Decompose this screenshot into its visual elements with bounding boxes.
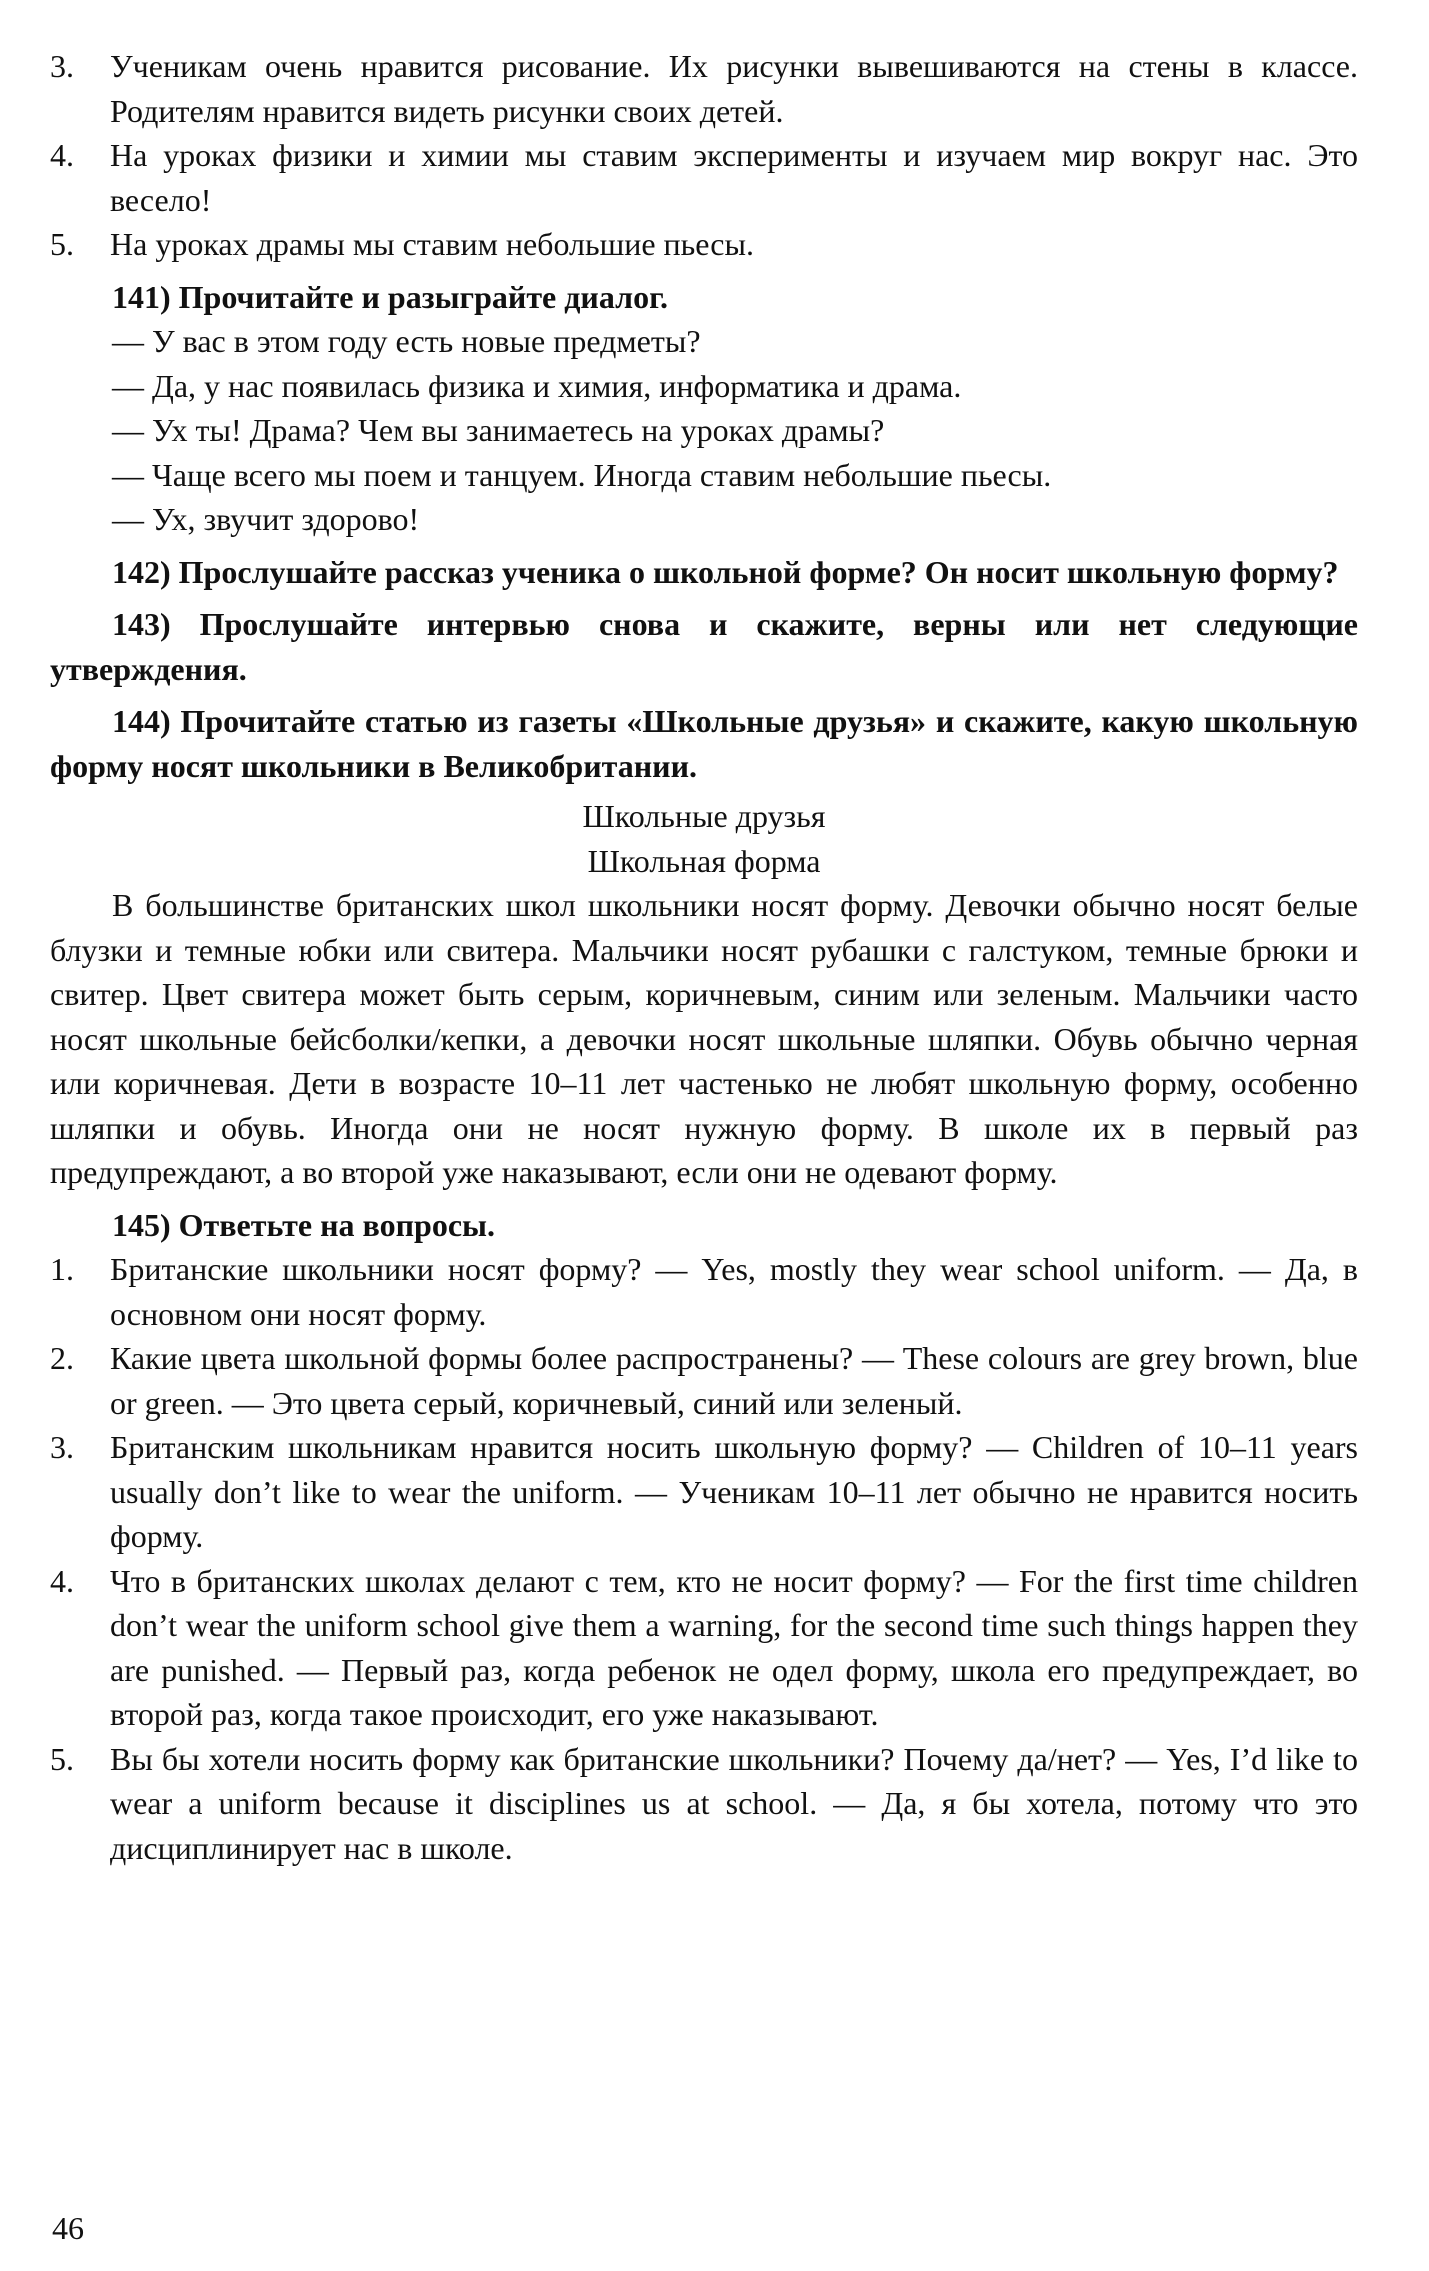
- dialog: [50, 319, 1358, 542]
- article-subtitle: Школьная форма: [587, 842, 821, 879]
- answers-list: [50, 1247, 1358, 1870]
- list-item: 4. Что в британских школах делают с тем, кто не носит форму? — For the first time children don’t wear the uniform school give them a warning, for the second time such things happen they are punished. — Первый раз, когда ребенок не одел форму, школа его предупреждает, во второй раз, когда такое происходит, его уже наказывают.: [50, 1562, 1358, 1732]
- article-title: Школьные друзья: [582, 798, 826, 834]
- top-list: [50, 44, 1358, 267]
- list-item: 5. Вы бы хотели носить форму как британские школьники? Почему да/нет? — Yes, I’d like to wear a uniform because it disciplines us at school. — Да, я бы хотела, потому что это дисциплинирует нас в школе.: [50, 1740, 1358, 1866]
- exercise-143-title: 143) Прослушайте интервью снова и скажите, верны или нет следующие утверждения.: [50, 606, 1358, 687]
- exercise-144-title: 144) Прочитайте статью из газеты «Школьные друзья» и скажите, какую школьную форму носят школьники в Великобритании.: [50, 703, 1358, 784]
- list-item: 2. Какие цвета школьной формы более распространены? — These colours are grey brown, blue or green. — Это цвета серый, коричневый, синий или зеленый.: [50, 1340, 1358, 1421]
- list-item: 3. Британским школьникам нравится носить школьную форму? — Children of 10–11 years usually don’t like to wear the uniform. — Ученикам 10–11 лет обычно не нравится носить форму.: [50, 1429, 1358, 1554]
- exercise-142-title: 142) Прослушайте рассказ ученика о школьной форме? Он носит школьную форму?: [112, 553, 1339, 590]
- dialog-line: — Чаще всего мы поем и танцуем. Иногда ставим небольшие пьесы.: [112, 456, 1052, 493]
- page-content: [50, 44, 1358, 1870]
- dialog-line: — Да, у нас появилась физика и химия, информатика и драма.: [112, 367, 962, 404]
- list-item: 3. Ученикам очень нравится рисование. Их рисунки вывешиваются на стены в классе. Родителям нравится видеть рисунки своих детей.: [50, 48, 1358, 129]
- dialog-line: — Ух ты! Драма? Чем вы занимаетесь на уроках драмы?: [112, 412, 885, 448]
- exercise-145-title: 145) Ответьте на вопросы.: [112, 1206, 496, 1243]
- list-item: 5. На уроках драмы мы ставим небольшие пьесы.: [50, 226, 754, 262]
- page-number: 46: [52, 2210, 84, 2246]
- dialog-line: — У вас в этом году есть новые предметы?: [112, 323, 701, 359]
- list-item: 1. Британские школьники носят форму? — Yes, mostly they wear school uniform. — Да, в основном они носят форму.: [50, 1251, 1358, 1332]
- exercise-141-title: 141) Прочитайте и разыграйте диалог.: [112, 278, 669, 315]
- list-item: 4. На уроках физики и химии мы ставим эксперименты и изучаем мир вокруг нас. Это весело!: [50, 137, 1358, 218]
- article-text: В большинстве британских школ школьники носят форму. Девочки обычно носят белые блузки и темные юбки или свитера. Мальчики носят рубашки с галстуком, темные брюки и свитер. Цвет свитера может быть серым, коричневым, синим или зеленым. Мальчики часто носят школьные бейсболки/кепки, а девочки носят школьные шляпки. Обувь обычно черная или коричневая. Дети в возрасте 10–11 лет частенько не любят школьную форму, особенно шляпки и обувь. Иногда они не носят нужную форму. В школе их в первый раз предупреждают, а во второй уже наказывают, если они не одевают форму.: [50, 887, 1358, 1190]
- dialog-line: — Ух, звучит здорово!: [112, 501, 420, 537]
